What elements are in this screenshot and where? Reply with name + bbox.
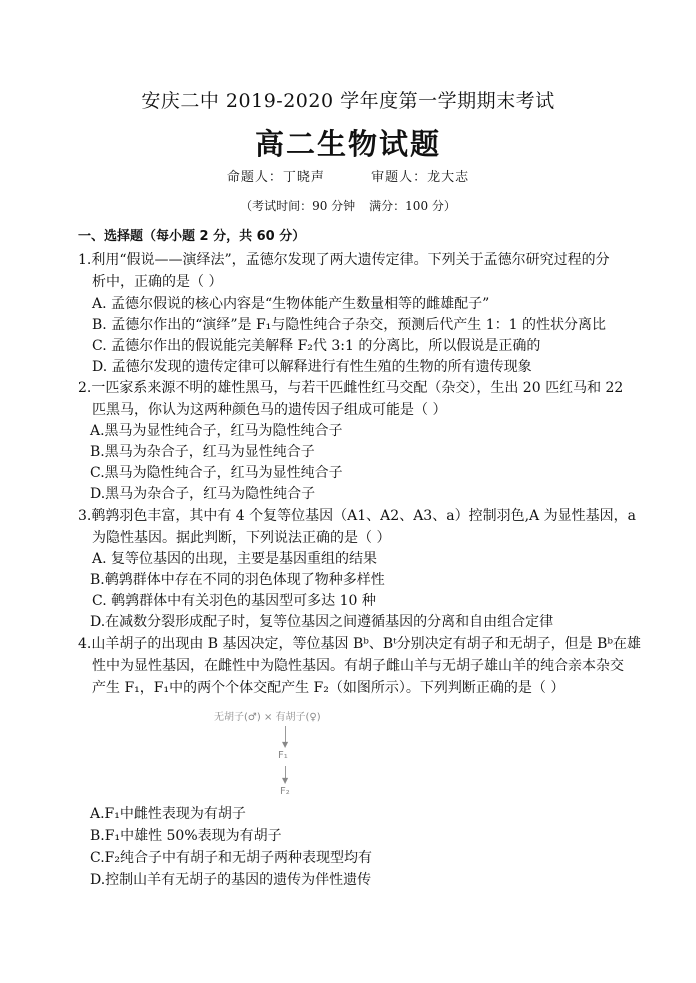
question-3-line-1: 3.鹌鹑羽色丰富，其中有 4 个复等位基因（A1、A2、A3、a）控制羽色,A 为显性基因，a (78, 508, 636, 524)
question-2-option-a: A.黑马为显性纯合子，红马为隐性纯合子 (90, 423, 343, 439)
cross-diagram (200, 706, 370, 800)
exam-score: 满分：100 分） (369, 199, 456, 213)
question-2-line-1: 2.一匹家系来源不明的雄性黑马，与若干匹雌性红马交配（杂交），生出 20 匹红马和 22 (78, 380, 624, 396)
question-2-line-2: 匹黑马，你认为这两种颜色马的遗传因子组成可能是（ ） (92, 402, 447, 418)
question-4-option-b: B.F₁中雄性 50%表现为有胡子 (90, 828, 282, 844)
question-3-option-d: D.在减数分裂形成配子时，复等位基因之间遵循基因的分离和自由组合定律 (90, 614, 554, 630)
school-exam-title: 安庆二中 2019-2020 学年度第一学期期末考试 (141, 90, 555, 112)
question-3-option-c: C. 鹌鹑群体中有关羽色的基因型可多达 10 种 (92, 593, 376, 609)
question-2-option-b: B.黑马为杂合子，红马为显性纯合子 (90, 444, 315, 460)
question-1-option-a: A. 孟德尔假说的核心内容是“生物体能产生数量相等的雌雄配子” (92, 296, 490, 312)
question-4-option-a: A.F₁中雌性表现为有胡子 (90, 806, 246, 822)
question-4-option-d: D.控制山羊有无胡子的基因的遗传为伴性遗传 (90, 872, 372, 888)
author-line (0, 166, 696, 185)
question-3-option-a: A. 复等位基因的出现，主要是基因重组的结果 (92, 551, 378, 567)
question-3-line-2: 为隐性基因。据此判断，下列说法正确的是（ ） (92, 530, 391, 546)
question-4-line-1: 4.山羊胡子的出现由 B 基因决定，等位基因 Bᵇ、Bᵗ分别决定有胡子和无胡子，但是 Bᵇ在雄 (78, 636, 641, 652)
question-4-line-3: 产生 F₁，F₁中的两个个体交配产生 F₂（如图所示）。下列判断正确的是（ ） (92, 680, 565, 696)
reviewer-name: 审题人：龙大志 (371, 170, 470, 185)
exam-time: （考试时间：90 分钟 (240, 199, 356, 213)
question-1-option-b: B. 孟德尔作出的“演绎”是 F₁与隐性纯合子杂交，预测后代产生 1：1 的性状分离比 (92, 317, 606, 333)
question-1-option-c: C. 孟德尔作出的假说能完美解释 F₂代 3:1 的分离比，所以假说是正确的 (92, 338, 541, 354)
question-2-option-c: C.黑马为隐性纯合子，红马为显性纯合子 (90, 465, 343, 481)
question-4-option-c: C.F₂纯合子中有胡子和无胡子两种表现型均有 (90, 850, 372, 866)
arrow-head-icon: ▼ (282, 740, 289, 749)
section-heading: 一、选择题（每小题 2 分，共 60 分） (78, 229, 306, 244)
question-1-line-1: 1.利用“假说——演绎法”，孟德尔发现了两大遗传定律。下列关于孟德尔研究过程的分 (78, 252, 610, 268)
arrow-head-icon: ▼ (282, 776, 289, 785)
cross-parents-label: 无胡子(♂) × 有胡子(♀) (214, 712, 321, 723)
author-name: 命题人：丁晓声 (226, 170, 325, 185)
question-3-option-b: B.鹌鹑群体中存在不同的羽色体现了物种多样性 (90, 572, 385, 588)
question-4-line-2: 性中为显性基因，在雌性中为隐性基因。有胡子雌山羊与无胡子雄山羊的纯合亲本杂交 (92, 658, 624, 674)
f1-label: F₁ (278, 750, 288, 761)
subject-title: 高二生物试题 (254, 127, 441, 161)
question-1-line-2: 析中，正确的是（ ） (92, 274, 223, 290)
f2-label: F₂ (280, 786, 290, 797)
exam-time-score (0, 197, 696, 214)
question-2-option-d: D.黑马为杂合子，红马为隐性纯合子 (90, 486, 316, 502)
question-1-option-d: D. 孟德尔发现的遗传定律可以解释进行有性生殖的生物的所有遗传现象 (92, 359, 532, 375)
